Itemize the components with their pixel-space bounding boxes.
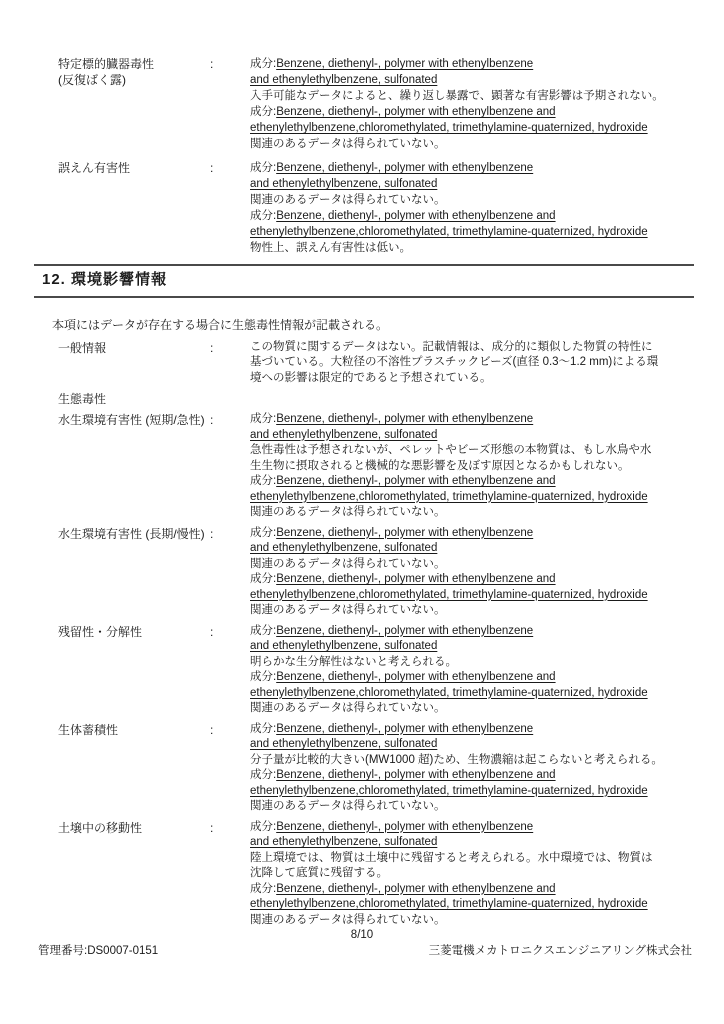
content-line	[250, 428, 692, 444]
entry-colon: :	[210, 624, 214, 639]
text-segment: 成分:	[250, 526, 277, 539]
text-segment: 成分:	[250, 882, 277, 895]
content-line	[250, 526, 692, 542]
content-line	[250, 355, 692, 371]
entry-content	[250, 412, 692, 521]
chemical-name: Benzene, diethenyl-, polymer with ethenylbenzene	[276, 624, 534, 637]
entry-label	[40, 624, 210, 640]
text-segment: 成分:	[250, 624, 277, 637]
text-segment: 成分:	[250, 475, 277, 487]
content-line	[250, 897, 692, 913]
text-segment: 成分:	[250, 413, 277, 425]
chemical-name: Benzene, diethenyl-, polymer with ethenylbenzene	[276, 413, 534, 425]
chemical-name: and ethenylethylbenzene, sulfonated	[250, 428, 438, 441]
text-segment: 成分:	[250, 722, 277, 735]
text-segment: 成分:	[250, 106, 277, 118]
text-segment: 成分:	[250, 769, 277, 781]
chemical-name: Benzene, diethenyl-, polymer with ethenylbenzene	[276, 526, 534, 539]
chemical-name: Benzene, diethenyl-, polymer with ethenylbenzene	[276, 58, 534, 70]
content-line	[250, 655, 692, 671]
chemical-name: Benzene, diethenyl-, polymer with ethenylbenzene and	[276, 769, 556, 781]
content-line	[250, 176, 692, 192]
chemical-name: and ethenylethylbenzene, sulfonated	[250, 178, 438, 190]
content-line	[250, 866, 692, 882]
chemical-name: Benzene, diethenyl-, polymer with ethenylbenzene and	[276, 210, 556, 222]
content-line	[250, 572, 692, 588]
text-segment: 急性毒性は予想されないが、ペレットやビーズ形態の本物質は、もし水鳥や水	[250, 444, 652, 456]
entry-colon: :	[210, 340, 214, 355]
entry-label-line: (反復ばく露)	[58, 73, 126, 87]
content-line	[250, 624, 692, 640]
entry-row	[40, 56, 692, 152]
entry-colon: :	[210, 722, 214, 737]
entry-label	[40, 820, 210, 836]
text-segment: 陸上環境では、物質は土壌中に残留すると考えられる。水中環境では、物質は	[250, 851, 653, 864]
text-segment: 成分:	[250, 162, 277, 174]
content-line	[250, 240, 692, 256]
text-segment: 生生物に摂取されると機械的な悪影響を及ぼす原因となるかもしれない。	[250, 459, 630, 472]
entry-colon: :	[210, 820, 214, 835]
entry-label-line: 土壌中の移動性	[58, 820, 143, 835]
content-line	[250, 490, 692, 506]
entry-label-line: 水生環境有害性 (短期/急性)	[58, 413, 205, 427]
content-line	[250, 603, 692, 619]
page-footer	[38, 944, 692, 958]
chemical-name: Benzene, diethenyl-, polymer with ethenylbenzene and	[276, 475, 556, 487]
text-segment: 成分:	[250, 820, 277, 833]
content-line	[250, 737, 692, 753]
chemical-name: and ethenylethylbenzene, sulfonated	[250, 542, 438, 554]
content-line	[250, 541, 692, 557]
text-segment: 成分:	[250, 573, 277, 585]
content-line	[250, 505, 692, 521]
chemical-name: Benzene, diethenyl-, polymer with ethenylbenzene	[276, 722, 534, 735]
entry-colon: :	[210, 161, 214, 175]
text-segment: 沈降して底質に残留する。	[250, 867, 388, 879]
entry-row	[40, 820, 692, 929]
entry-content	[250, 820, 692, 929]
chemical-name: and ethenylethylbenzene, sulfonated	[250, 738, 438, 750]
chemical-name: ethenylethylbenzene,chloromethylated, trimethylamine-quaternized, hydroxide	[250, 490, 648, 503]
chemical-name: ethenylethylbenzene,chloromethylated, trimethylamine-quaternized, hydroxide	[250, 784, 648, 797]
entry-row	[40, 160, 692, 256]
content-line	[250, 371, 692, 387]
entry-content	[250, 160, 692, 256]
page-number: 8/10	[350, 929, 374, 941]
toxicity-entries	[40, 56, 692, 256]
content-line	[250, 882, 692, 898]
text-segment: 分子量が比較的大きい(MW1000 超)ため、生物濃縮は起こらないと考えられる。	[250, 753, 663, 766]
content-line	[250, 701, 692, 717]
chemical-name: Benzene, diethenyl-, polymer with ethenylbenzene	[276, 162, 534, 174]
content-line	[250, 72, 692, 88]
text-segment: 境への影響は限定的であると予想されている。	[250, 371, 492, 384]
chemical-name: ethenylethylbenzene,chloromethylated, trimethylamine-quaternized, hydroxide	[250, 686, 648, 699]
entry-label	[40, 340, 210, 356]
content-line	[250, 224, 692, 240]
content-line	[250, 557, 692, 573]
content-line	[250, 192, 692, 208]
entry-content	[250, 526, 692, 619]
content-line	[250, 340, 692, 356]
section-heading: 12. 環境影響情報	[34, 264, 694, 298]
entry-row	[40, 391, 692, 407]
chemical-name: Benzene, diethenyl-, polymer with ethenylbenzene and	[276, 573, 556, 585]
text-segment: この物質に関するデータはない。記載情報は、成分的に類似した物質の特性に	[250, 340, 653, 353]
chemical-name: Benzene, diethenyl-, polymer with ethenylbenzene and	[276, 882, 556, 895]
entry-colon: :	[210, 413, 214, 427]
entry-row	[40, 526, 692, 619]
content-line	[250, 799, 692, 815]
section-intro-text: 本項にはデータが存在する場合に生態毒性情報が記載される。	[52, 318, 389, 332]
content-line	[250, 443, 692, 459]
content-line	[250, 851, 692, 867]
text-segment: 成分:	[250, 58, 277, 70]
content-line	[250, 412, 692, 428]
entry-label-line: 水生環境有害性 (長期/慢性)	[58, 526, 205, 541]
chemical-name: Benzene, diethenyl-, polymer with ethenylbenzene	[276, 820, 534, 833]
entry-content	[250, 56, 692, 152]
chemical-name: ethenylethylbenzene,chloromethylated, trimethylamine-quaternized, hydroxide	[250, 588, 648, 601]
entry-content	[250, 340, 692, 387]
content-line	[250, 784, 692, 800]
content-line	[250, 120, 692, 136]
content-line	[250, 136, 692, 152]
text-segment: 基づいている。大粒径の不溶性プラスチックビーズ(直径 0.3～1.2 mm)による環	[250, 356, 659, 368]
entry-label	[40, 56, 210, 88]
entry-label-line: 生体蓄積性	[58, 722, 119, 737]
text-segment: 関連のあるデータは得られていない。	[250, 506, 446, 518]
content-line	[250, 768, 692, 784]
content-line	[250, 753, 692, 769]
entry-row	[40, 340, 692, 387]
content-line	[250, 588, 692, 604]
text-segment: 関連のあるデータは得られていない。	[250, 913, 446, 926]
entry-content	[250, 624, 692, 717]
text-segment: 関連のあるデータは得られていない。	[250, 557, 446, 570]
text-segment: 成分:	[250, 671, 277, 683]
chemical-name: ethenylethylbenzene,chloromethylated, trimethylamine-quaternized, hydroxide	[250, 122, 648, 134]
content-line	[250, 670, 692, 686]
entry-label	[40, 722, 210, 738]
chemical-name: Benzene, diethenyl-, polymer with ethenylbenzene and	[276, 671, 556, 683]
content-line	[250, 208, 692, 224]
content-line	[250, 639, 692, 655]
content-line	[250, 686, 692, 702]
entry-label	[40, 160, 210, 176]
content-line	[250, 56, 692, 72]
content-line	[250, 722, 692, 738]
text-segment: 入手可能なデータによると、繰り返し暴露で、顕著な有害影響は予期されない。	[250, 90, 664, 102]
entry-label-line: 特定標的臓器毒性	[58, 57, 155, 71]
footer-control-number: 管理番号:DS0007-0151	[38, 945, 159, 957]
text-segment: 関連のあるデータは得られていない。	[250, 194, 446, 206]
entry-label-line: 生態毒性	[58, 392, 107, 406]
entry-label-line: 誤えん有害性	[58, 161, 131, 175]
entry-row	[40, 722, 692, 815]
text-segment: 明らかな生分解性はないと考えられる。	[250, 655, 457, 668]
chemical-name: Benzene, diethenyl-, polymer with ethenylbenzene and	[276, 106, 556, 118]
text-segment: 関連のあるデータは得られていない。	[250, 702, 446, 714]
entry-colon: :	[210, 526, 214, 541]
entry-row	[40, 624, 692, 717]
content-line	[250, 160, 692, 176]
content-line	[250, 104, 692, 120]
text-segment: 成分:	[250, 210, 277, 222]
chemical-name: ethenylethylbenzene,chloromethylated, trimethylamine-quaternized, hydroxide	[250, 898, 648, 910]
content-line	[250, 913, 692, 929]
entry-label	[40, 412, 210, 428]
content-line	[250, 835, 692, 851]
content-line	[250, 820, 692, 836]
entry-label	[40, 391, 210, 407]
text-segment: 関連のあるデータは得られていない。	[250, 138, 446, 150]
text-segment: 関連のあるデータは得られていない。	[250, 604, 446, 616]
chemical-name: and ethenylethylbenzene, sulfonated	[250, 836, 438, 848]
chemical-name: and ethenylethylbenzene, sulfonated	[250, 640, 438, 652]
content-line	[250, 459, 692, 475]
chemical-name: ethenylethylbenzene,chloromethylated, trimethylamine-quaternized, hydroxide	[250, 226, 648, 238]
text-segment: 物性上、誤えん有害性は低い。	[250, 242, 411, 254]
entry-colon: :	[210, 57, 214, 71]
text-segment: 関連のあるデータは得られていない。	[250, 800, 446, 812]
chemical-name: and ethenylethylbenzene, sulfonated	[250, 74, 438, 86]
content-line	[250, 88, 692, 104]
entry-label-line: 残留性・分解性	[58, 624, 143, 639]
entry-row	[40, 412, 692, 521]
content-line	[250, 474, 692, 490]
footer-company-name: 三菱電機メカトロニクスエンジニアリング株式会社	[428, 945, 692, 957]
entry-label-line: 一般情報	[58, 340, 107, 355]
entry-label	[40, 526, 210, 542]
entry-content	[250, 722, 692, 815]
environmental-entries	[40, 340, 692, 929]
